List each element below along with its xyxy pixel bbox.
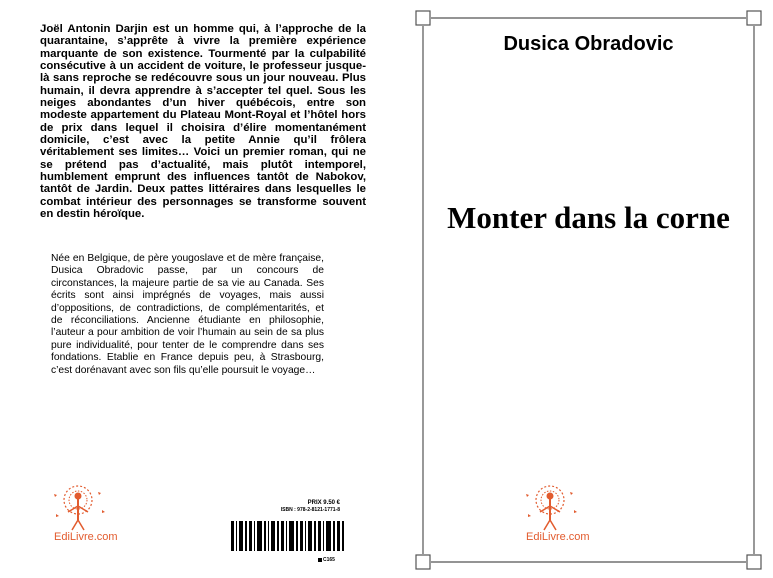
reference-code: C165	[318, 557, 335, 563]
back-cover	[0, 0, 385, 578]
tree-person-icon	[54, 486, 105, 530]
author-bio: Née en Belgique, de père yougoslave et de mère française, Dusica Obradovic passe, par un concours de circonstances, la majeure partie de sa vie au Canada. Ses écrits sont ainsi imprégnés de voyages, mais aussi d’oppositions, de contradictions, de complémentarités, et de réconciliations. Ancienne étudiante en philosophie, l’auteur a pour ambition de voir l’humain au sein de sa plus pure individualité, pour tenter de le comprendre dans ses fondations. Etablie en France depuis peu, à Strasbourg, c’est dorénavant avec son fils qu’elle poursuit le voyage…	[51, 253, 324, 376]
edilivre-logo	[28, 480, 148, 550]
isbn: ISBN : 978-2-8121-1771-8	[280, 507, 340, 513]
edilivre-logo-front	[490, 480, 610, 550]
book-summary: Joël Antonin Darjin est un homme qui, à l’approche de la quarantaine, s’apprête à vivre la première expérience marquante de son existence. Tourmenté par la culpabilité consécutive à un accident de voiture, le professeur jusque-là sans reproche se redécouvre sous un jour nouveau. Plus humain, il devra apprendre à s’accepter tel quel. Sous les neiges abondantes d’un hiver québécois, entre son modeste appartement du Plateau Mont-Royal et l’hôtel hors de prix dans lequel il choisira d’élire momentanément domicile, c’est avec la petite Annie qu’il frôlera véritablement ses limites… Voici un premier roman, qui ne se prétend pas d’actualité, mais plutôt intemporel, humblement emprunt des influences tantôt de Nabokov, tantôt de Jardin. Deux pattes littéraires dans lesquelles le combat intérieur des personnages se transforme souvent en destin héroïque.	[40, 23, 366, 221]
logo-wordmark: EdiLivre.com	[54, 531, 118, 543]
book-title: Monter dans la corne	[447, 200, 730, 235]
author-name: Dusica Obradovic	[503, 33, 674, 55]
price-block	[240, 499, 340, 514]
logo-wordmark: EdiLivre.com	[526, 531, 590, 543]
barcode	[229, 519, 349, 553]
tree-person-icon	[526, 486, 577, 530]
price: PRIX 9.50 €	[307, 500, 340, 506]
